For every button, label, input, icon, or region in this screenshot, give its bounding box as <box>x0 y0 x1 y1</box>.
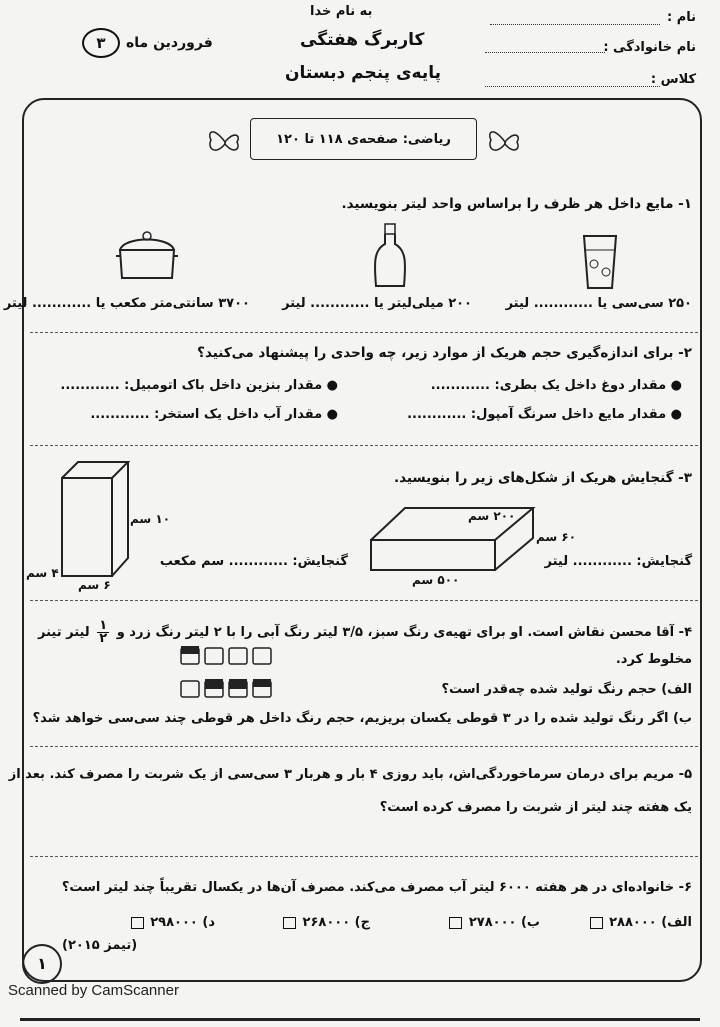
cuboid-tall <box>54 458 134 583</box>
question-1: ۱- مایع داخل هر ظرف را براساس واحد لیتر بنویسید. <box>341 196 692 212</box>
paint-cans-bottom-icon <box>178 675 278 701</box>
scanner-watermark: Scanned by CamScanner <box>8 982 179 999</box>
q1-item-2: ۲۰۰ میلی‌لیتر یا ............ لیتر <box>282 296 472 311</box>
q1-item-1: ۲۵۰ سی‌سی یا ............ لیتر <box>505 296 692 311</box>
cup-icon <box>580 232 620 292</box>
q2-item-2: ● مقدار بنزین داخل باک اتومبیل: ............ <box>60 378 338 393</box>
month-label: فروردین ماه <box>126 35 213 51</box>
page-number: ۱ <box>22 944 62 984</box>
cuboid-large-depth: ۲۰۰ سم <box>468 509 516 523</box>
family-label: نام خانوادگی : <box>603 40 696 55</box>
q6-option-b[interactable]: ب) ۲۷۸۰۰۰ <box>447 915 540 930</box>
q6-option-d[interactable]: د) ۲۹۸۰۰۰ <box>129 915 215 930</box>
cuboid-tall-width: ۶ سم <box>78 578 111 592</box>
q2-item-4: ● مقدار آب داخل یک استخر: ............ <box>90 407 338 422</box>
cuboid-tall-depth: ۴ سم <box>26 566 59 580</box>
month-number-badge: ۳ <box>82 28 120 58</box>
q4-line-2: مخلوط کرد. <box>615 652 692 667</box>
question-6: ۶- خانواده‌ای در هر هفته ۶۰۰۰ لیتر آب مصرف می‌کند. مصرف آن‌ها در یکسال تقریباً چند لیتر است؟ <box>61 880 692 895</box>
question-3: ۳- گنجایش هریک از شکل‌های زیر را بنویسید. <box>393 470 692 486</box>
month-block <box>82 28 213 58</box>
q2-item-3: ● مقدار مایع داخل سرنگ آمپول: ............ <box>407 407 682 422</box>
q5-line-1: ۵- مریم برای درمان سرماخوردگی‌اش، باید روزی ۴ بار و هربار ۳ سی‌سی از یک شربت را مصرف کند. بعد از <box>8 767 692 782</box>
cuboid-large <box>365 500 545 575</box>
q3-answer-2: گنجایش: ............ سم مکعب <box>159 554 348 569</box>
grade-label: پایه‌ی پنجم دبستان <box>285 63 442 83</box>
checkbox-a[interactable] <box>590 917 603 929</box>
q4-line-1: ۴- آقا محسن نقاش است. او برای تهیه‌ی رنگ سبز، ۳/۵ لیتر رنگ آبی را با ۲ لیتر رنگ زرد و ۱ ۲ لیتر تینر <box>38 618 692 646</box>
butterfly-right-icon <box>485 122 525 162</box>
topic-banner-text: ریاضی: صفحه‌ی ۱۱۸ تا ۱۲۰ <box>276 131 451 147</box>
cuboid-tall-height: ۱۰ سم <box>130 512 171 526</box>
cuboid-large-width: ۵۰۰ سم <box>412 573 460 587</box>
checkbox-b[interactable] <box>449 917 462 929</box>
checkbox-d[interactable] <box>131 917 144 929</box>
paint-cans-top-icon <box>178 642 278 668</box>
checkbox-c[interactable] <box>283 917 296 929</box>
q1-item-3: ۳۷۰۰ سانتی‌متر مکعب یا ............ لیتر <box>3 296 250 311</box>
cuboid-large-height: ۶۰ سم <box>536 530 577 544</box>
pot-icon <box>112 228 182 284</box>
topic-banner <box>250 118 477 160</box>
q6-option-a[interactable]: الف) ۲۸۸۰۰۰ <box>588 915 692 930</box>
q2-item-1: ● مقدار دوغ داخل یک بطری: ............ <box>430 378 682 393</box>
q5-line-2: یک هفته چند لیتر از شربت را مصرف کرده است؟ <box>379 800 692 815</box>
q4-part-a: الف) حجم رنگ تولید شده چه‌قدر است؟ <box>441 682 692 697</box>
class-label: کلاس : <box>650 72 696 87</box>
worksheet-title: کاربرگ هفتگی <box>300 30 425 50</box>
question-2: ۲- برای اندازه‌گیری حجم هریک از موارد زیر، چه واحدی را پیشنهاد می‌کنید؟ <box>197 345 692 361</box>
name-label: نام : <box>666 10 696 25</box>
bottle-icon <box>370 222 410 290</box>
butterfly-left-icon <box>205 122 245 162</box>
bottom-edge-line <box>20 1018 700 1021</box>
fraction-half: ۱ ۲ <box>99 618 108 646</box>
bismillah: به نام خدا <box>310 4 373 19</box>
q4-part-b: ب) اگر رنگ تولید شده را در ۳ قوطی یکسان بریزیم، حجم رنگ داخل هر قوطی چند سی‌سی خواهد شد؟ <box>32 711 692 726</box>
q6-option-c[interactable]: ج) ۲۶۸۰۰۰ <box>281 915 370 930</box>
q3-answer-1: گنجایش: ............ لیتر <box>544 554 692 569</box>
q6-source: (تیمز ۲۰۱۵) <box>62 938 138 953</box>
